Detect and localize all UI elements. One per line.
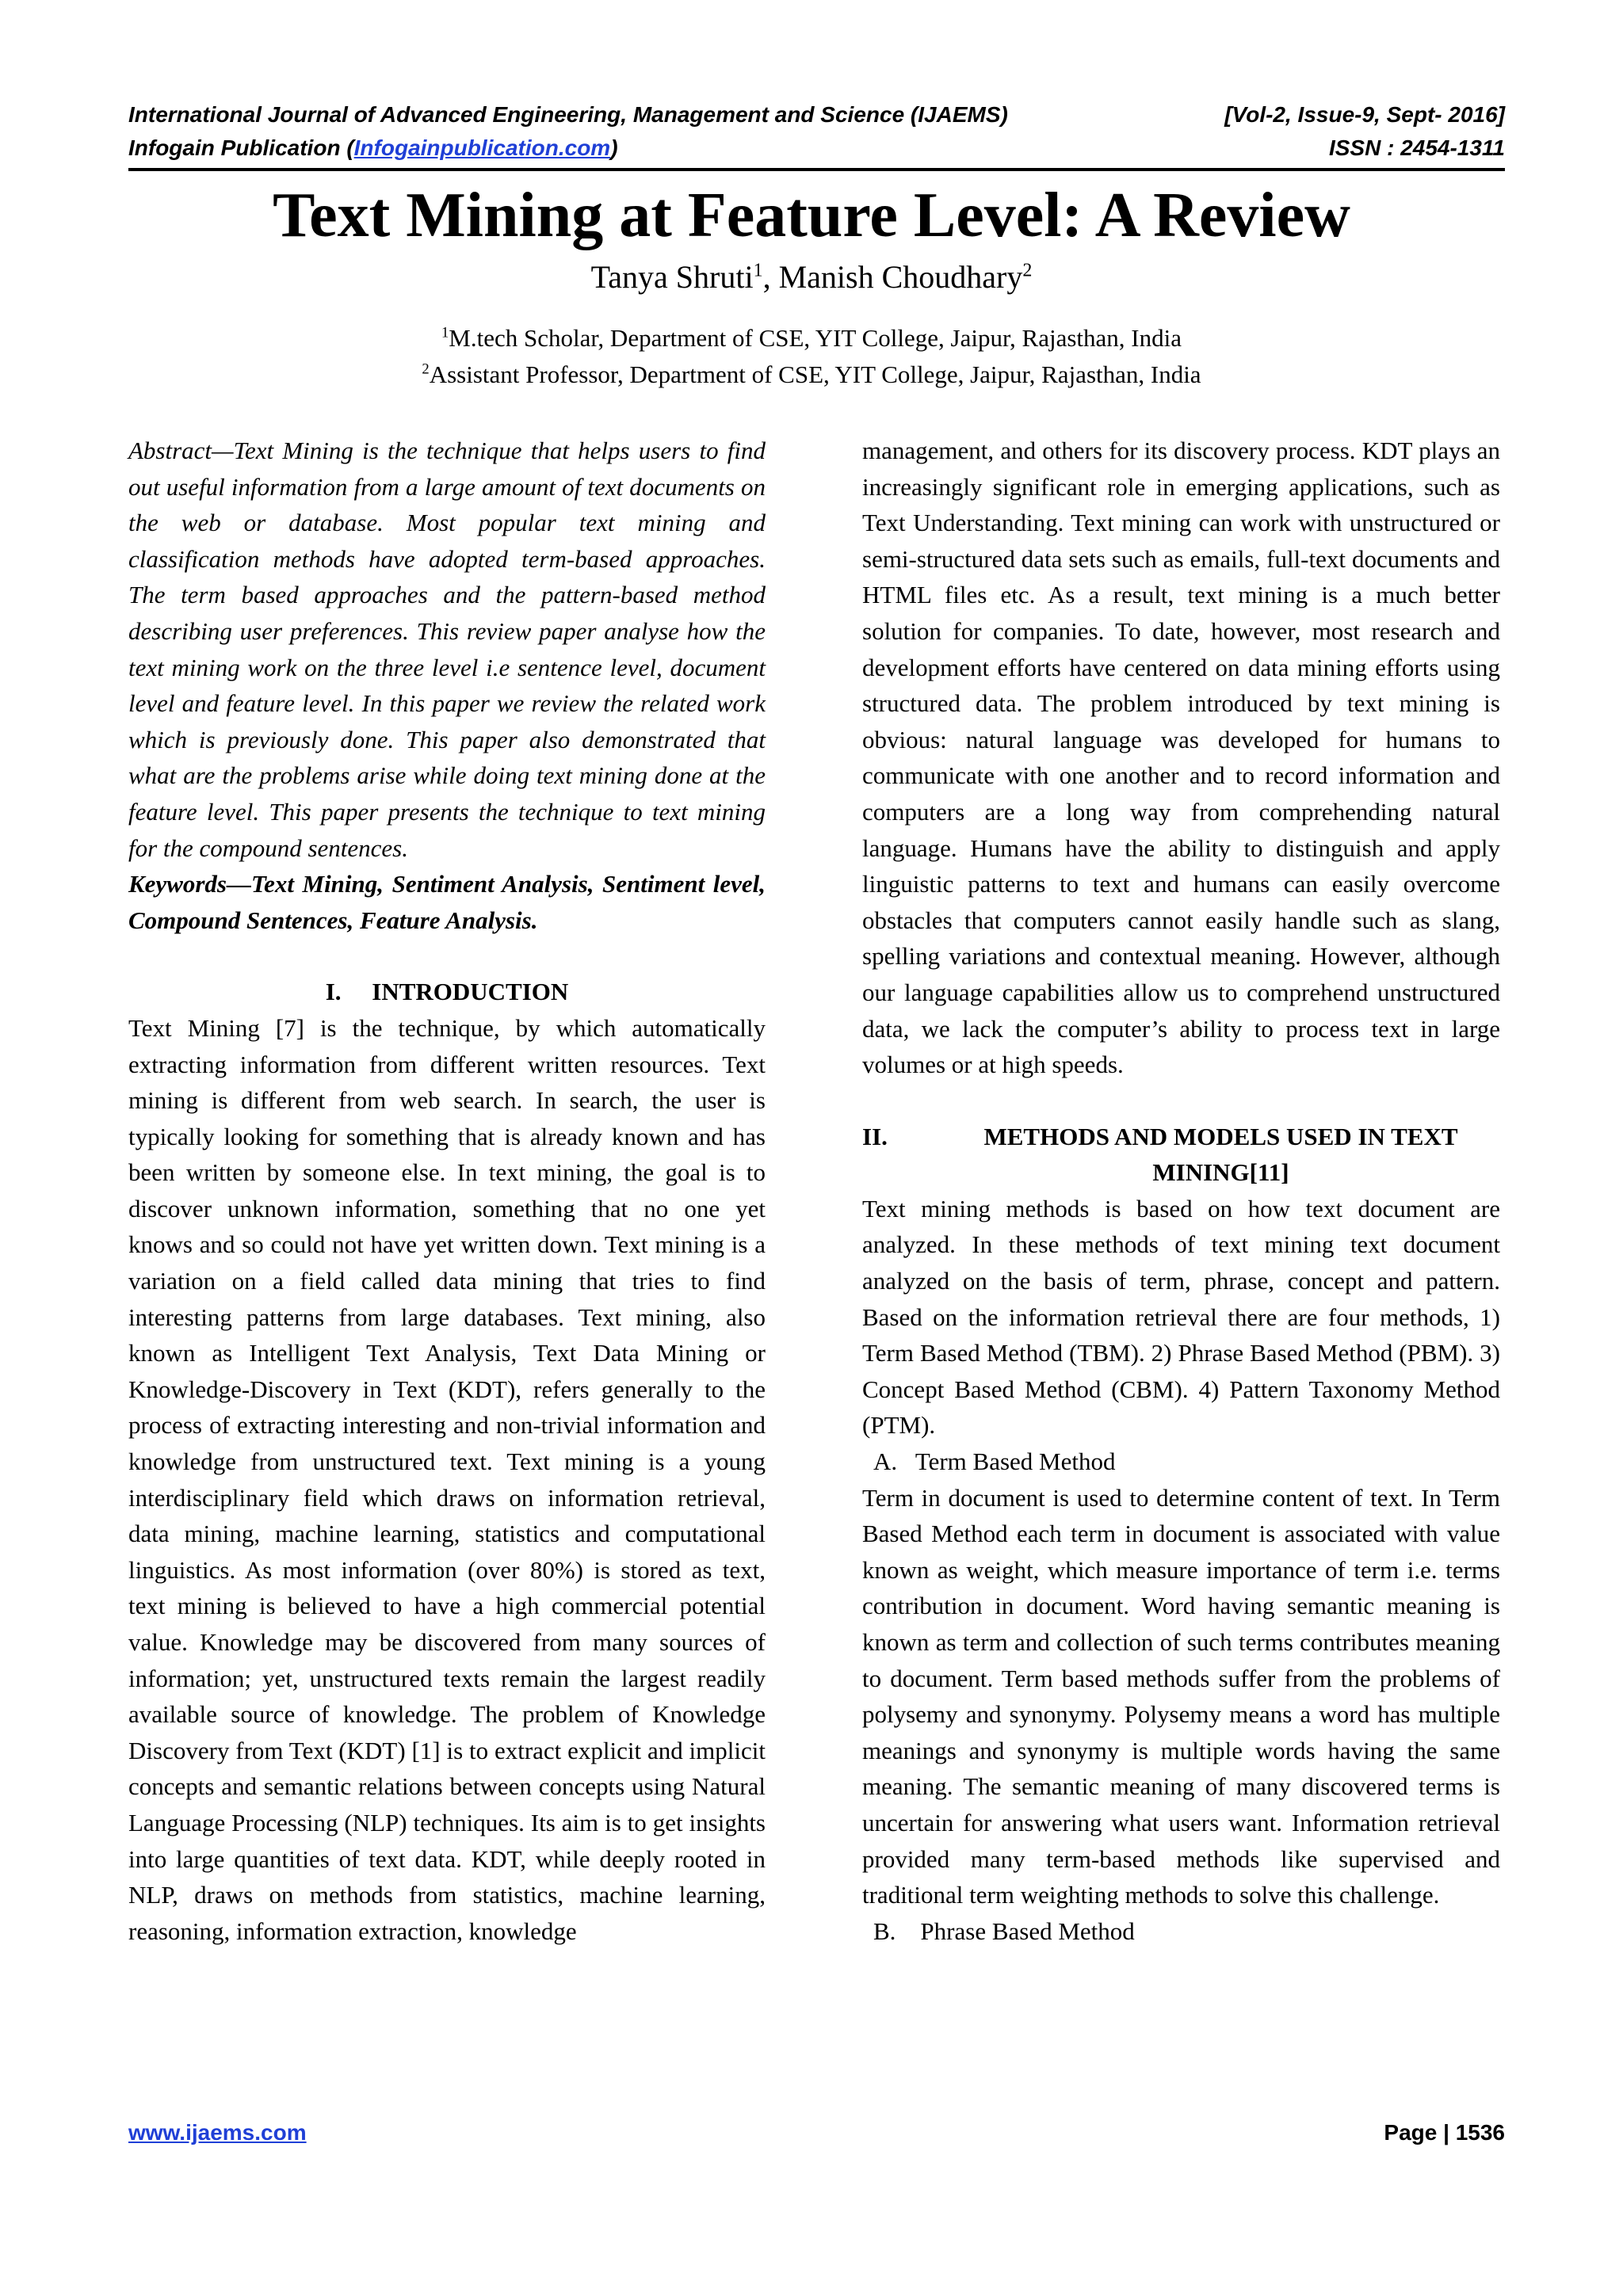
keywords: Keywords—Text Mining, Sentiment Analysis, Sentiment level, Compound Sentences, Feature Analysis. <box>128 870 766 934</box>
right-column <box>862 433 1500 1949</box>
left-column <box>128 433 766 1949</box>
section-2-title: METHODS AND MODELS USED IN TEXT MINING[11] <box>983 1122 1458 1187</box>
section-1-body: Text Mining [7] is the technique, by which automatically extracting information from different written resources. Text mining is different from web search. In search, the user is typically looking for something that is already known and has been written by someone else. In text mining, the goal is to discover unknown information, something that no one yet knows and so could not have yet written down. Text mining is a variation on a field called data mining that tries to find interesting patterns from large databases. Text mining, also known as Intelligent Text Analysis, Text Data Mining or Knowledge-Discovery in Text (KDT), refers generally to the process of extracting interesting and non-trivial information and knowledge from unstructured text. Text mining is a young interdisciplinary field which draws on information retrieval, data mining, machine learning, statistics and computational linguistics. As most information (over 80%) is stored as text, text mining is believed to have a high commercial potential value. Knowledge may be discovered from many sources of information; yet, unstructured texts remain the largest readily available source of knowledge. The problem of Knowledge Discovery from Text (KDT) [1] is to extract explicit and implicit concepts and semantic relations between concepts using Natural Language Processing (NLP) techniques. Its aim is to get insights into large quantities of text data. KDT, while deeply rooted in NLP, draws on methods from statistics, machine learning, reasoning, information extraction, knowledge <box>128 1013 766 1945</box>
subsection-a-body: Term in document is used to determine content of text. In Term Based Method each term in document is associated with value known as weight, which measure importance of term i.e. terms contribution in document. Word having semantic meaning is known as term and collection of such terms contributes meaning to document. Term based methods suffer from the problems of polysemy and synonymy. Polysemy means a word has multiple meanings and synonymy is multiple words having the same meaning. The semantic meaning of many discovered terms is uncertain for answering what users want. Information retrieval provided many term-based methods like supervised and traditional term weighting methods to solve this challenge. <box>862 1483 1500 1909</box>
section-2-heading <box>862 1119 1500 1191</box>
issn: ISSN : 2454-1311 <box>1328 135 1505 160</box>
author-list: Tanya Shruti$^1$, Manish Choudhary$^2$ <box>590 259 1033 295</box>
volume-info: [Vol-2, Issue-9, Sept- 2016] <box>1224 102 1505 127</box>
affiliation-2: $^2$Assistant Professor, Department of CSE, YIT College, Jaipur, Rajasthan, India <box>422 360 1201 388</box>
publisher-link[interactable]: Infogainpublication.com <box>353 135 611 160</box>
section-1-continuation: management, and others for its discovery process. KDT plays an increasingly significant role in emerging applications, such as Text Understanding. Text mining can work with unstructured or semi-structured data sets such as emails, full-text documents and HTML files etc. As a result, text mining is a much better solution for companies. To date, however, most research and development efforts have centered on data mining efforts using structured data. The problem introduced by text mining is obvious: natural language was developed for humans to communicate with one another and to record information and computers are a long way from comprehending natural language. Humans have the ability to distinguish and apply linguistic patterns to text and humans can easily overcome obstacles that computers cannot easily handle such as slang, spelling variations and contextual meaning. However, although our language capabilities allow us to comprehend unstructured data, we lack the computer’s ability to process text in large volumes or at high speeds. <box>862 437 1500 1079</box>
abstract: Abstract—Text Mining is the technique that helps users to find out useful information from a large amount of text documents on the web or database. Most popular text mining and classification methods have adopted term-based approaches. The term based approaches and the pattern-based method describing user preferences. This review paper analyse how the text mining work on the three level i.e sentence level, document level and feature level. In this paper we review the related work which is previously done. This paper also demonstrated that what are the problems arise while doing text mining done at the feature level. This paper presents the technique to text mining for the compound sentences. <box>128 437 766 862</box>
page-number: Page | 1536 <box>1384 2120 1505 2145</box>
section-2-intro: Text mining methods is based on how text document are analyzed. In these methods of text mining text document analyzed on the basis of term, phrase, concept and pattern. Based on the information retrieval there are four methods, 1) Term Based Method (TBM). 2) Phrase Based Method (PBM). 3) Concept Based Method (CBM). 4) Pattern Taxonomy Method (PTM). <box>862 1194 1500 1440</box>
website-link[interactable]: www.ijaems.com <box>128 2120 307 2145</box>
subsection-a-heading: A. Term Based Method <box>873 1447 1116 1476</box>
affiliations <box>0 320 1623 393</box>
journal-header <box>128 98 1505 165</box>
author-1: Tanya Shruti <box>590 259 754 295</box>
subsection-b-heading: B. Phrase Based Method <box>873 1917 1135 1945</box>
page-footer <box>128 2120 1505 2145</box>
section-1-heading: I. INTRODUCTION <box>325 978 569 1006</box>
paper-title: Text Mining at Feature Level: A Review <box>273 181 1350 250</box>
section-2-number: II. <box>862 1122 888 1150</box>
affiliation-1: $^1$M.tech Scholar, Department of CSE, YIT College, Jaipur, Rajasthan, India <box>441 324 1182 352</box>
publisher-line: Infogain Publication (Infogainpublication.com) <box>128 135 618 160</box>
author-2: Manish Choudhary <box>778 259 1023 295</box>
author-1-mark: 1 <box>753 260 763 281</box>
journal-name: International Journal of Advanced Engineering, Management and Science (IJAEMS) <box>128 102 1008 127</box>
header-rule <box>128 168 1505 171</box>
author-2-mark: 2 <box>1022 260 1033 281</box>
